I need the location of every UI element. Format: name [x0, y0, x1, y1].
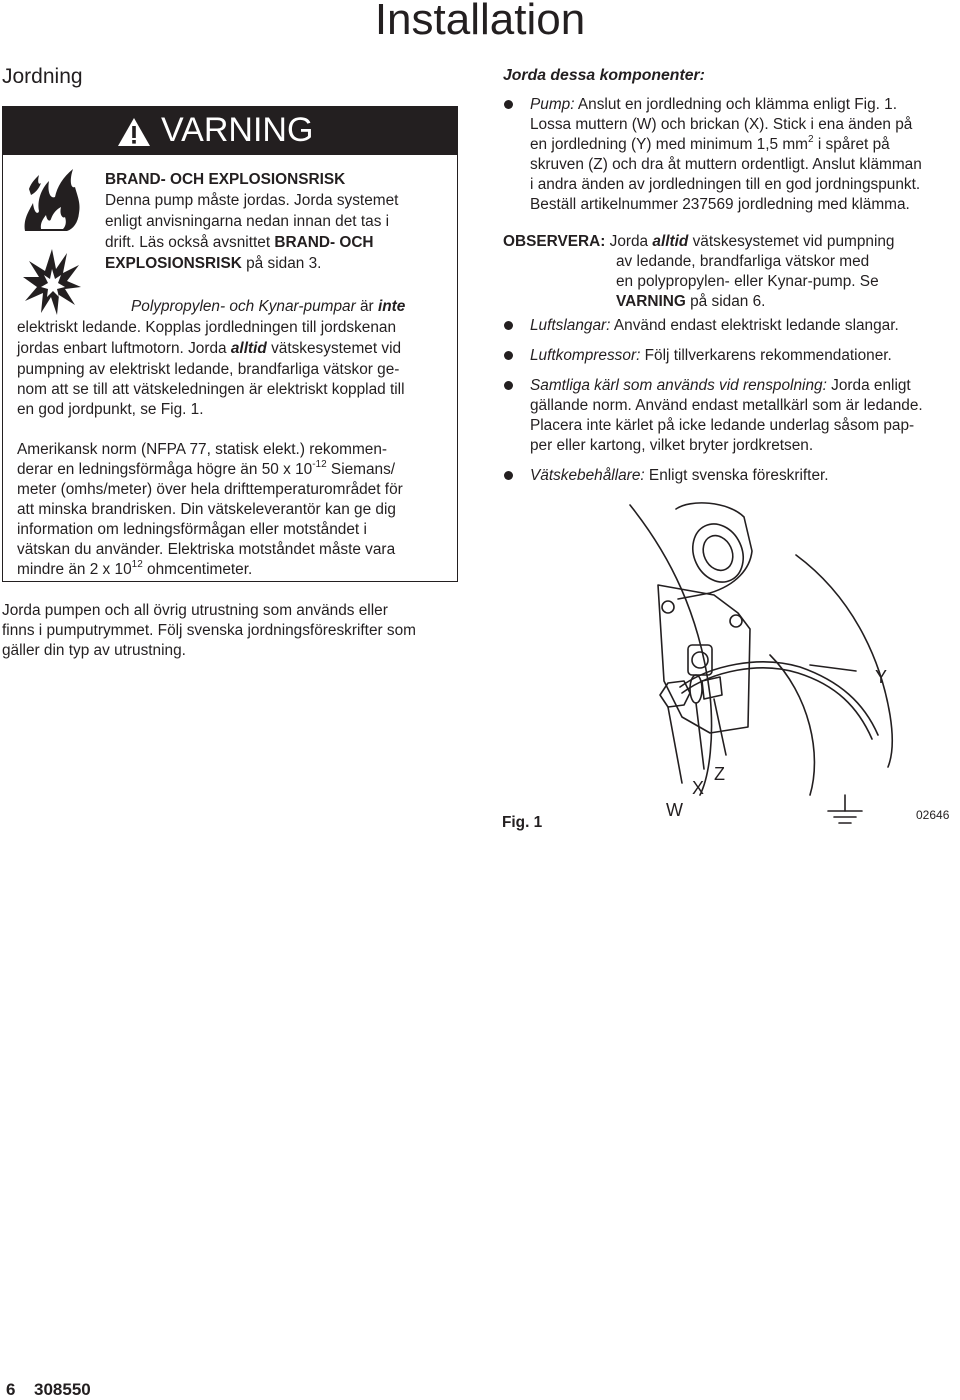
warning-text-line: Amerikansk norm (NFPA 77, statisk elekt.) rekommen- — [17, 441, 388, 458]
warning-text-line: enligt anvisningarna nedan innan det tas i — [105, 213, 390, 230]
pump-item-line: Beställ artikelnummer 237569 jordledning med klämma. — [530, 196, 910, 213]
text-run: på sidan 3. — [241, 255, 322, 272]
text-run: Använd endast elektriskt ledande slangar. — [610, 317, 899, 334]
text-run: derar en ledningsförmåga högre än 50 x 10 — [17, 461, 313, 478]
leader-z — [714, 699, 726, 755]
containers-item-line: Placera inte kärlet på icke ledande underlag såsom pap- — [530, 417, 915, 434]
callout-z: Z — [714, 764, 725, 784]
grounding-figure — [560, 495, 960, 840]
text-run: jordas enbart luftmotorn. Jorda — [17, 340, 231, 357]
warning-text-line: information om ledningsförmågan eller motståndet i — [17, 521, 367, 538]
superscript: 2 — [808, 133, 814, 145]
page-number: 6 — [6, 1380, 16, 1399]
text-run: alltid — [230, 340, 267, 357]
warning-text-line: meter (omhs/meter) över hela drifttemperaturområdet för — [17, 481, 403, 498]
text-run: Anslut en jordledning och klämma enligt Fig. 1. — [574, 96, 898, 113]
observera-line: av ledande, brandfarliga vätskor med — [616, 253, 870, 270]
warning-box — [2, 106, 458, 582]
warning-title: VARNING — [161, 111, 314, 149]
warning-triangle-icon — [117, 117, 151, 147]
warning-text-line: en god jordpunkt, se Fig. 1. — [17, 401, 204, 418]
containers-item-line: per eller kartong, vilket bryter jordkretsen. — [530, 437, 814, 454]
figure-code: 02646 — [916, 808, 950, 822]
pump-note-line: finns i pumputrymmet. Följ svenska jordningsföreskrifter som — [2, 622, 416, 639]
text-run: inte — [377, 298, 406, 315]
warning-text-line — [105, 254, 321, 274]
bullet-icon — [504, 351, 513, 360]
containers-item-line: gällande norm. Använd endast metallkärl som är ledande. — [530, 397, 923, 414]
text-run: ohmcentimeter. — [142, 561, 253, 578]
warning-text-line — [17, 339, 401, 359]
warning-text-line: pumpning av elektriskt ledande, brandfarliga vätskor ge- — [17, 361, 400, 378]
port-body — [676, 503, 752, 599]
superscript: -12 — [312, 458, 327, 470]
observera-line — [616, 292, 765, 312]
port-inner — [698, 531, 739, 575]
housing-outline-left — [630, 505, 712, 795]
text-run: är — [355, 298, 378, 315]
bullet-icon — [504, 381, 513, 390]
warning-text-line — [105, 233, 374, 253]
text-run: Vätskebehållare: — [530, 467, 645, 484]
observera-line: en polypropylen- eller Kynar-pump. Se — [616, 273, 879, 290]
pump-item-line: Lossa muttern (W) och brickan (X). Stick i ena änden på — [530, 116, 913, 133]
components-heading: Jorda dessa komponenter: — [503, 67, 705, 84]
warning-text-line: nom att se till att vätskeledningen är elektriskt kopplad till — [17, 381, 405, 398]
warning-text-line — [17, 460, 395, 480]
pump-item-line: skruven (Z) och dra åt muttern ordentligt. Anslut klämman — [530, 156, 922, 173]
superscript: 12 — [131, 558, 143, 570]
text-run: Jorda enligt — [826, 377, 911, 394]
text-run: drift. Läs också avsnittet — [105, 234, 275, 251]
text-run: en jordledning (Y) med minimum 1,5 mm — [530, 136, 808, 153]
text-run: VARNING — [616, 293, 686, 310]
text-run: Jorda — [605, 233, 653, 250]
section-heading: Jordning — [2, 65, 83, 88]
warning-text-line — [17, 560, 252, 580]
bracket-hole — [730, 615, 742, 627]
text-run: Siemans/ — [326, 461, 396, 478]
warning-text-line — [131, 297, 405, 317]
containers-item-line — [530, 376, 911, 396]
observera-label: OBSERVERA: — [503, 233, 606, 250]
fire-hazard-icon — [21, 167, 83, 233]
observera-line — [503, 232, 895, 252]
leader-y — [810, 665, 856, 671]
pump-item-line — [530, 95, 897, 115]
text-run: Pump: — [530, 96, 575, 113]
warning-text-line: Denna pump måste jordas. Jorda systemet — [105, 192, 399, 209]
text-run: Följ tillverkarens rekommendationer. — [640, 347, 892, 364]
pump-note-line: Jorda pumpen och all övrig utrustning som används eller — [2, 602, 388, 619]
text-run: alltid — [652, 233, 689, 250]
bullet-icon — [504, 321, 513, 330]
warning-header — [3, 107, 457, 155]
text-run: Enligt svenska föreskrifter. — [644, 467, 829, 484]
text-run: Luftkompressor: — [530, 347, 641, 364]
compressor-item — [530, 346, 892, 366]
text-run: Samtliga kärl som används vid renspolning: — [530, 377, 827, 394]
pump-item-line — [530, 135, 890, 155]
ground-symbol-icon — [828, 811, 862, 823]
text-run: BRAND- OCH — [274, 234, 374, 251]
explosion-hazard-icon — [21, 247, 83, 317]
bracket-hole — [662, 601, 674, 613]
port-opening — [684, 516, 753, 591]
pump-note-line: gäller din typ av utrustning. — [2, 642, 186, 659]
text-run: Luftslangar: — [530, 317, 611, 334]
text-run: mindre än 2 x 10 — [17, 561, 132, 578]
page-title: Installation — [374, 0, 586, 44]
text-run: på sidan 6. — [685, 293, 766, 310]
hazard-title: BRAND- OCH EXPLOSIONSRISK — [105, 171, 346, 188]
callout-w: W — [666, 800, 683, 820]
screw-head — [692, 652, 708, 668]
text-run: Polypropylen- och Kynar-pumpar — [131, 298, 356, 315]
text-run: vätskesystemet vid pumpning — [688, 233, 895, 250]
warning-text-line: vätskan du använder. Elektriska motståndet måste vara — [17, 541, 396, 558]
callout-y: Y — [875, 667, 888, 687]
text-run: EXPLOSIONSRISK — [105, 255, 242, 272]
leader-x — [696, 703, 704, 769]
pump-item-line: i andra änden av jordledningen till en god jordningspunkt. — [530, 176, 921, 193]
bullet-icon — [504, 100, 513, 109]
fluid-item — [530, 466, 829, 486]
bullet-icon — [504, 471, 513, 480]
text-run: vätskesystemet vid — [266, 340, 402, 357]
document-number: 308550 — [34, 1380, 91, 1399]
callout-x: X — [692, 778, 705, 798]
warning-text-line: att minska brandrisken. Din vätskeleverantör kan ge dig — [17, 501, 396, 518]
warning-text-line: elektriskt ledande. Kopplas jordledningen till jordskenan — [17, 319, 397, 336]
hoses-item — [530, 316, 899, 336]
text-run: i spåret på — [813, 136, 890, 153]
figure-caption: Fig. 1 — [502, 814, 543, 831]
leader-w — [668, 707, 682, 783]
